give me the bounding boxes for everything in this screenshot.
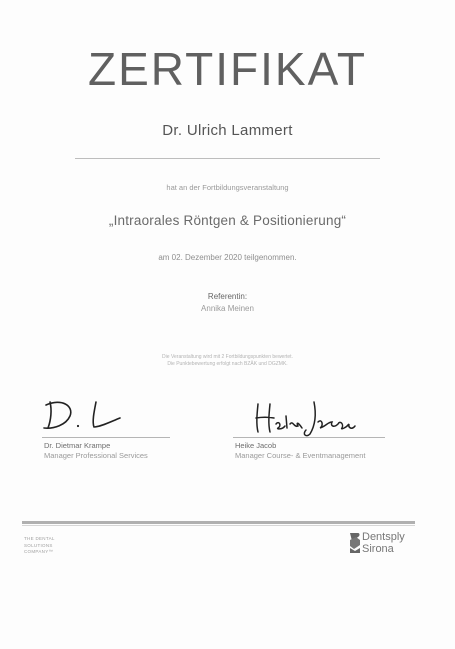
- signature-line-1: [42, 437, 170, 438]
- signatory-1-role: Manager Professional Services: [44, 451, 148, 460]
- signatory-2-name: Heike Jacob: [235, 441, 277, 450]
- speaker-label: Referentin:: [207, 292, 248, 301]
- course-title: „Intraorales Röntgen & Positionierung“: [108, 213, 347, 228]
- brand-name: [362, 532, 405, 555]
- recipient-divider: [75, 158, 380, 159]
- footer-divider: [22, 521, 415, 524]
- company-tagline: [24, 536, 55, 556]
- brand-line-2: Sirona: [362, 542, 394, 555]
- recipient-name: Dr. Ulrich Lammert: [162, 122, 293, 139]
- signature-jacob: [252, 398, 362, 440]
- participation-date: am 02. Dezember 2020 teilgenommen.: [158, 253, 297, 262]
- brand-line-1: Dentsply: [362, 531, 405, 543]
- tagline-line-3: COMPANY™: [24, 549, 54, 555]
- tagline-line-2: SOLUTIONS: [24, 542, 53, 548]
- footer-divider-thin: [22, 525, 415, 526]
- dentsply-sirona-logo-icon: [349, 532, 361, 554]
- tagline-line-1: THE DENTAL: [24, 536, 55, 541]
- certificate-title: ZERTIFIKAT: [88, 43, 367, 95]
- signatory-1-name: Dr. Dietmar Krampe: [44, 441, 111, 450]
- signatory-2-role: Manager Course- & Eventmanagement: [235, 451, 366, 460]
- points-note-line1: Die Veranstaltung wird mit 2 Fortbildungspunkten bewertet.: [162, 354, 293, 360]
- speaker-name: Annika Meinen: [201, 304, 254, 313]
- intro-text: hat an der Fortbildungsveranstaltung: [166, 183, 289, 192]
- points-note-line2: Die Punktebewertung erfolgt nach BZÄK und DGZMK.: [167, 361, 288, 367]
- signature-line-2: [233, 437, 385, 438]
- signature-krampe: [40, 396, 135, 434]
